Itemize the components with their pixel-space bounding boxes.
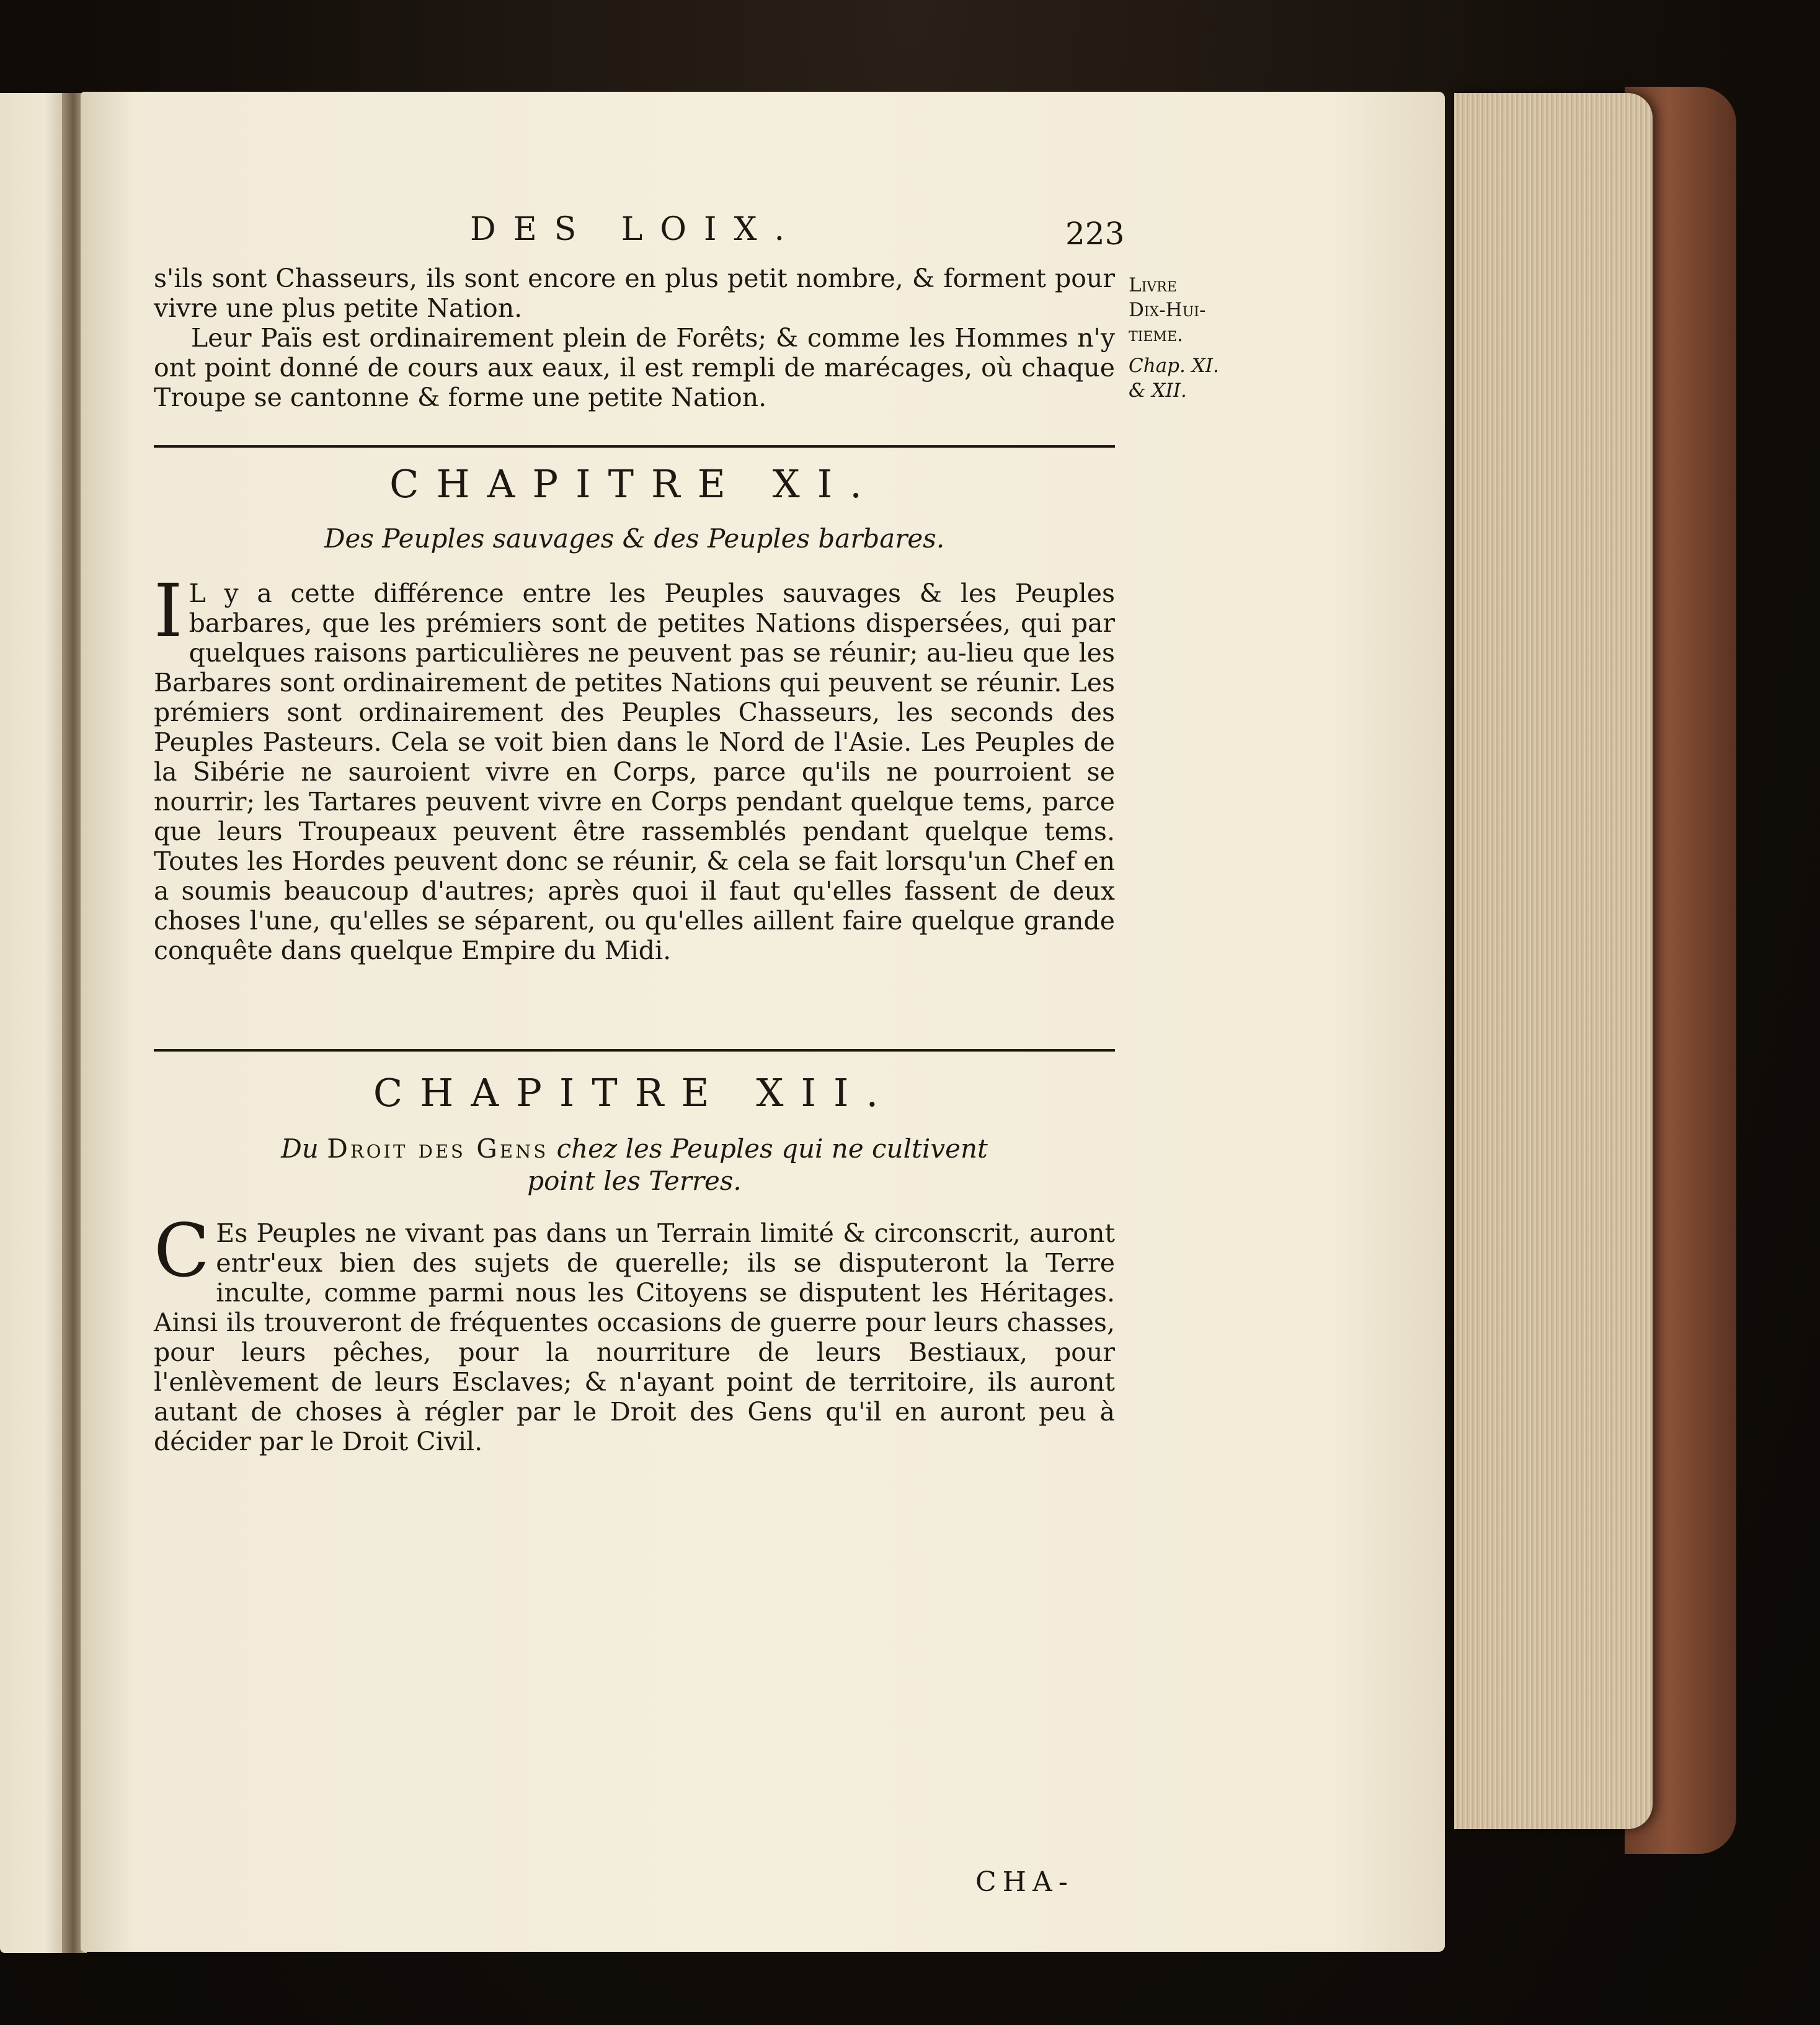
margin-note-line-5: & XII.	[1129, 379, 1187, 402]
intro-section	[154, 264, 1115, 412]
chapter-12-text: Es Peuples ne vivant pas dans un Terrain limité & circonscrit, auront entr'eux bien des sujets de querelle; ils se disputeront la Terre inculte, comme parmi nous les Citoyens se disputent les Héritages. Ainsi ils trouveront de fréquentes occasions de guerre pour leurs chasses, pour leurs pêches, pour la nourriture de leurs Bestiaux, pour l'enlèvement de leurs Esclaves; & n'ayant point de territoire, ils auront autant de choses à régler par le Droit des Gens qu'il en auront peu à décider par le Droit Civil.	[154, 1218, 1115, 1456]
margin-note-line-2: Dix-Hui-	[1129, 299, 1206, 321]
margin-note-line-3: tieme.	[1129, 324, 1183, 346]
margin-note-line-1: Livre	[1129, 274, 1177, 296]
chapter-rule	[154, 445, 1115, 448]
intro-paragraph-1: s'ils sont Chasseurs, ils sont encore en plus petit nombre, & forment pour vivre une plus petite Nation.	[154, 264, 1115, 323]
chapter-11-body	[154, 568, 1115, 965]
chapter-12-subtitle-pre: Du	[281, 1133, 319, 1164]
chapter-11-text: L y a cette différence entre les Peuples sauvages & les Peuples barbares, que les prémiers sont de petites Nations dispersées, qui par quelques raisons particulières ne peuvent pas se réunir; au-lieu que les Barbares sont ordinairement de petites Nations qui peuvent se réunir. Les prémiers sont ordinairement des Peuples Chasseurs, les seconds des Peuples Pasteurs. Cela se voit bien dans le Nord de l'Asie. Les Peuples de la Sibérie ne sauroient vivre en Corps, parce qu'ils ne pourroient se nourrir; les Tartares peuvent vivre en Corps pendant quelque tems, parce que leurs Troupeaux peuvent être rassemblés pendant quelque tems. Toutes les Hordes peuvent donc se réunir, & cela se fait lorsqu'un Chef en a soumis beaucoup d'autres; après quoi il faut qu'elles fassent de deux choses l'une, qu'elles se séparent, ou qu'elles aillent faire quelque grande conquête dans quelque Empire du Midi.	[154, 578, 1115, 965]
margin-note-chapter	[1129, 353, 1253, 403]
chapter-12-subtitle-post: chez les Peuples qui ne cultivent	[556, 1133, 988, 1164]
chapter-12	[154, 1049, 1115, 1456]
page-number: 223	[1065, 216, 1125, 252]
chapter-rule	[154, 1049, 1115, 1052]
running-head	[154, 211, 1125, 260]
chapter-12-body	[154, 1208, 1115, 1456]
chapter-11-dropcap: I	[154, 568, 183, 654]
margin-note-line-4: Chap. XI.	[1129, 355, 1219, 377]
running-title: DES LOIX.	[470, 211, 802, 248]
chapter-11-title: CHAPITRE XI.	[389, 461, 879, 507]
chapter-11-subtitle: Des Peuples sauvages & des Peuples barbares.	[324, 523, 945, 554]
chapter-12-subtitle-line2: point les Terres.	[527, 1166, 742, 1196]
catchword: CHA-	[975, 1866, 1074, 1898]
chapter-12-subtitle	[154, 1133, 1115, 1197]
chapter-12-subtitle-caps: Droit des Gens	[327, 1133, 549, 1164]
chapter-11	[154, 445, 1115, 965]
intro-paragraph-2: Leur Païs est ordinairement plein de Forêts; & comme les Hommes n'y ont point donné de cours aux eaux, il est rempli de marécages, où chaque Troupe se cantonne & forme une petite Nation.	[154, 323, 1115, 412]
chapter-12-title: CHAPITRE XII.	[373, 1070, 896, 1115]
page-edges	[1454, 93, 1653, 1829]
chapter-12-dropcap: C	[154, 1208, 210, 1293]
margin-note	[1129, 273, 1253, 403]
